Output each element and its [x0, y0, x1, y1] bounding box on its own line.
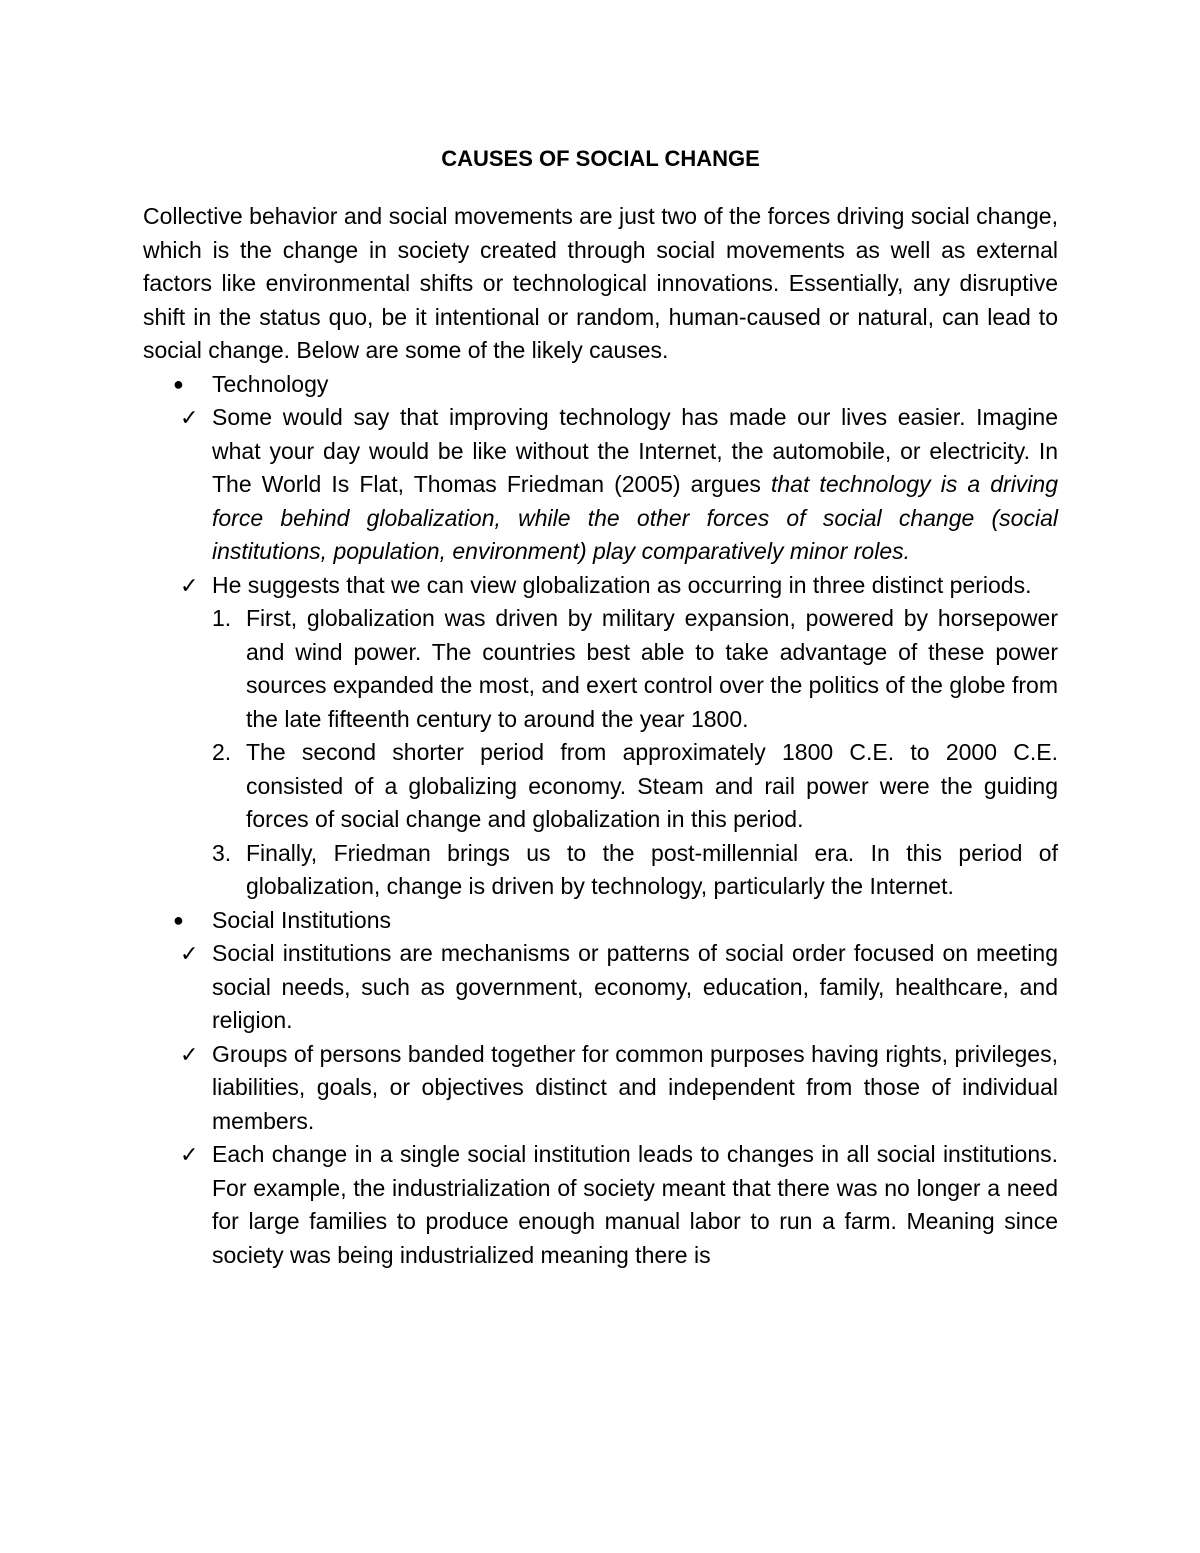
- check-point-italic-text: that technology is a driving force behind globalization, while the other forces of social change (social institutions, population, environment) play comparatively minor roles.: [212, 471, 1059, 564]
- intro-paragraph: Collective behavior and social movements are just two of the forces driving social change, which is the change in society created through social movements as well as external factors like environmental shifts or technological innovations. Essentially, any disruptive shift in the status quo, be it intentional or random, human-caused or natural, can lead to social change. Below are some of the likely causes.: [143, 203, 1058, 363]
- check-point: [143, 937, 1058, 1038]
- check-point-text: Each change in a single social institution leads to changes in all social institutions. For example, the industrialization of society meant that there was no longer a need for large families to produce enough manual labor to run a farm. Meaning since society was being industrialized meaning there is: [212, 1141, 1058, 1268]
- check-point: [143, 569, 1058, 603]
- check-point: [143, 401, 1058, 569]
- section-heading-technology: [143, 368, 1058, 402]
- numbered-item: [143, 736, 1058, 837]
- numbered-item-text: Finally, Friedman brings us to the post-millennial era. In this period of globalization, change is driven by technology, particularly the Internet.: [246, 839, 1058, 899]
- checkmark-icon: ✓: [180, 1041, 199, 1067]
- check-point-text: Groups of persons banded together for common purposes having rights, privileges, liabilities, goals, or objectives distinct and independent from those of individual members.: [212, 1040, 1058, 1134]
- checkmark-icon: ✓: [180, 1142, 199, 1167]
- check-point: [143, 1138, 1058, 1272]
- bullet-icon: ●: [173, 909, 184, 930]
- check-point-text: He suggests that we can view globalization as occurring in three distinct periods.: [212, 571, 1032, 598]
- document-body: [143, 142, 1058, 1272]
- checkmark-icon: ✓: [180, 572, 199, 598]
- page-title: CAUSES OF SOCIAL CHANGE: [441, 146, 760, 171]
- section-heading-label: Technology: [212, 370, 329, 397]
- number-marker: 2.: [212, 739, 232, 765]
- section-heading-social-institutions: [143, 904, 1058, 938]
- numbered-item-text: First, globalization was driven by military expansion, powered by horsepower and wind power. The countries best able to take advantage of these power sources expanded the most, and exert control over the politics of the globe from the late fifteenth century to around the year 1800.: [246, 605, 1058, 732]
- numbered-item: [143, 602, 1058, 736]
- bullet-icon: ●: [173, 373, 184, 394]
- checkmark-icon: ✓: [180, 941, 199, 966]
- section-heading-label: Social Institutions: [212, 906, 391, 933]
- numbered-item-text: The second shorter period from approximately 1800 C.E. to 2000 C.E. consisted of a globalizing economy. Steam and rail power were the guiding forces of social change and globalization in this period.: [246, 739, 1058, 832]
- check-point-text: Some would say that improving technology has made our lives easier. Imagine what your day would be like without the Internet, the automobile, or electricity. In The World Is Flat, Thomas Friedman (2005) argues: [212, 404, 1058, 497]
- number-marker: 1.: [212, 605, 232, 631]
- check-point: [143, 1038, 1058, 1139]
- number-marker: 3.: [212, 839, 232, 866]
- numbered-item: [143, 837, 1058, 904]
- checkmark-icon: ✓: [180, 405, 199, 430]
- check-point-text: Social institutions are mechanisms or patterns of social order focused on meeting social needs, such as government, economy, education, family, healthcare, and religion.: [212, 940, 1058, 1033]
